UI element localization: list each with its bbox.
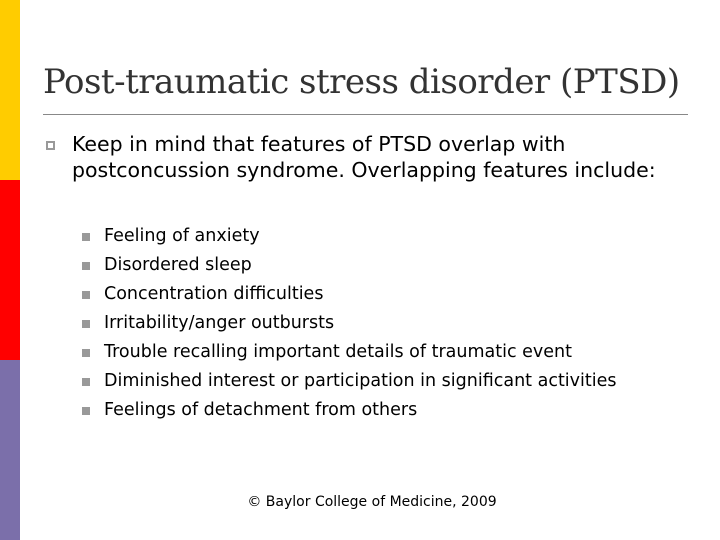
list-item-text: Irritability/anger outbursts — [104, 313, 335, 333]
side-band-yellow — [0, 0, 20, 180]
filled-square-bullet-icon — [82, 262, 90, 270]
square-bullet-icon — [46, 141, 55, 150]
filled-square-bullet-icon — [82, 407, 90, 415]
copyright-footer: © Baylor College of Medicine, 2009 — [247, 494, 497, 510]
filled-square-bullet-icon — [82, 233, 90, 241]
list-item — [80, 224, 680, 248]
list-item-text: Disordered sleep — [104, 255, 252, 275]
list-item — [80, 340, 680, 364]
filled-square-bullet-icon — [82, 349, 90, 357]
main-point: Keep in mind that features of PTSD overlap with postconcussion syndrome. Overlapping features include: — [72, 132, 656, 182]
list-item — [80, 398, 680, 422]
slide-title: Post-traumatic stress disorder (PTSD) — [43, 62, 680, 102]
title-divider — [43, 114, 688, 115]
list-item-text: Feeling of anxiety — [104, 226, 260, 246]
list-item — [80, 311, 680, 335]
filled-square-bullet-icon — [82, 378, 90, 386]
list-item-text: Diminished interest or participation in significant activities — [104, 371, 617, 391]
filled-square-bullet-icon — [82, 320, 90, 328]
list-item-text: Concentration difficulties — [104, 284, 324, 304]
list-item-text: Trouble recalling important details of traumatic event — [104, 342, 573, 362]
list-item — [80, 282, 680, 306]
filled-square-bullet-icon — [82, 291, 90, 299]
overlapping-features-list — [80, 224, 680, 427]
list-item — [80, 253, 680, 277]
list-item-text: Feelings of detachment from others — [104, 400, 418, 420]
side-band-red — [0, 180, 20, 360]
list-item — [80, 369, 680, 393]
side-band-purple — [0, 360, 20, 540]
